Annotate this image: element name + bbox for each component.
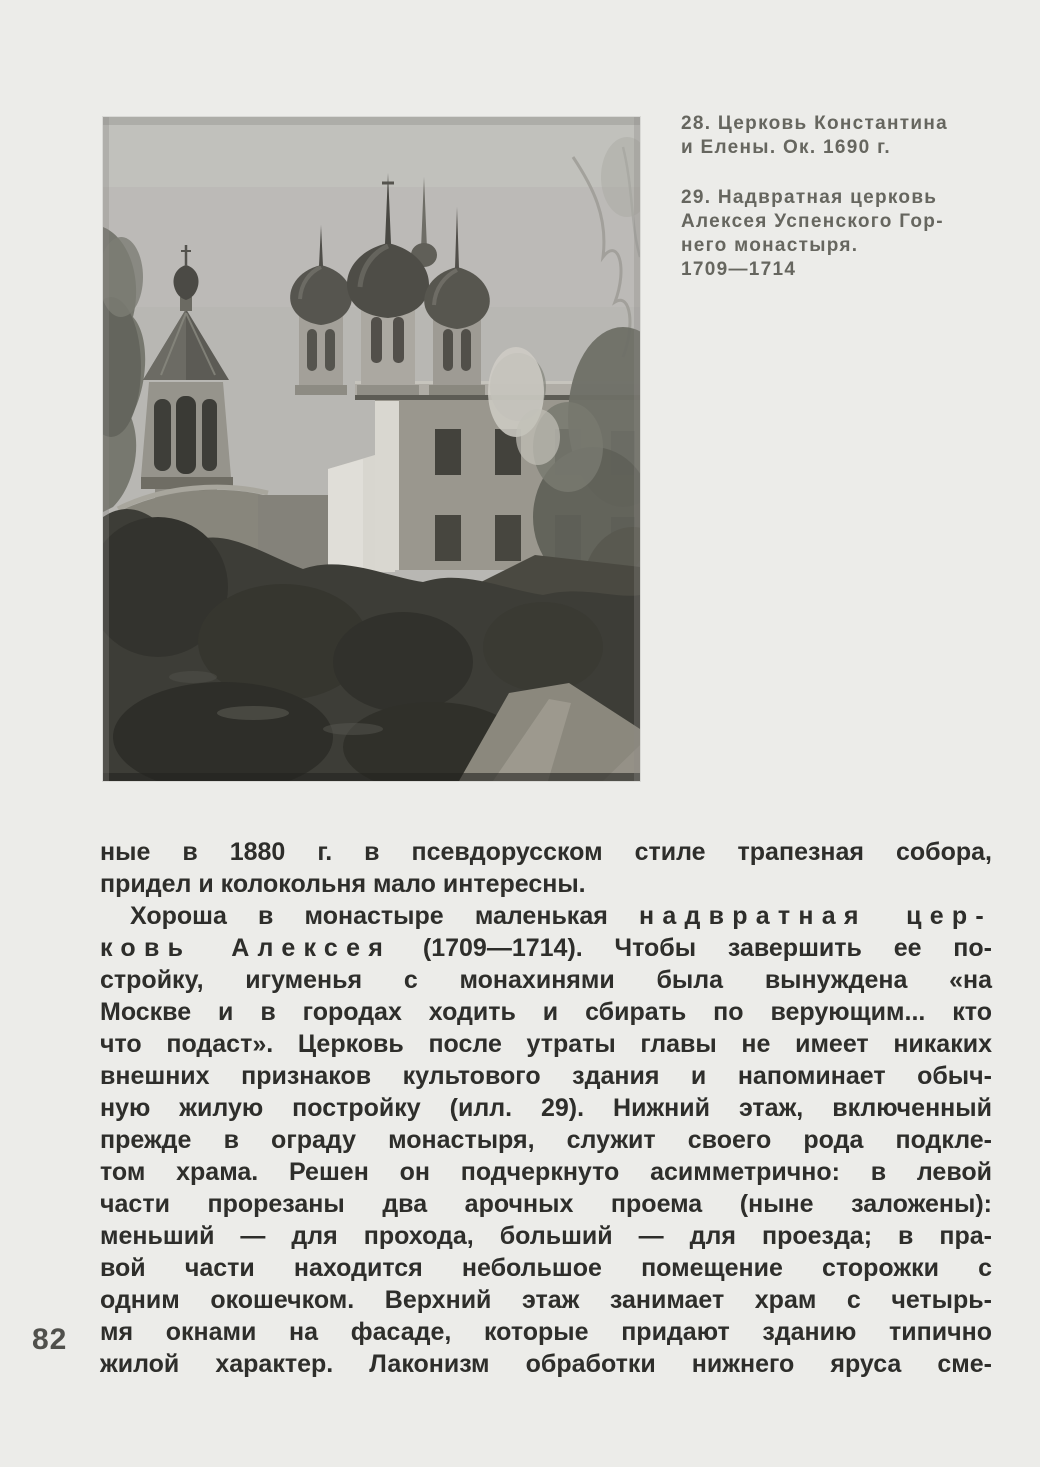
body-text-segment: вой части находится небольшое помещение сторожки с	[100, 1254, 992, 1282]
body-text-segment: Москве и в городах ходить и сбирать по верующим... кто	[100, 998, 992, 1026]
body-text-line	[100, 1252, 992, 1284]
body-text-segment: прежде в ограду монастыря, служит своего рода подкле-	[100, 1126, 992, 1154]
caption-column	[681, 112, 1013, 308]
body-text-segment: мя окнами на фасаде, которые придают зданию типично	[100, 1318, 992, 1346]
caption-line: 28. Церковь Константина	[681, 113, 949, 134]
body-text-segment: одним окошечком. Верхний этаж занимает храм с четырь-	[100, 1286, 992, 1314]
body-text-segment: ную жилую постройку (илл. 29). Нижний этаж, включенный	[100, 1094, 992, 1122]
caption-line: 1709—1714	[681, 259, 797, 280]
body-text-segment: (1709—1714). Чтобы завершить ее по-	[391, 934, 993, 962]
photo-caption-28	[681, 112, 1013, 160]
body-text-line	[100, 1092, 992, 1124]
body-text-line	[100, 1124, 992, 1156]
emphasized-letterspaced-text: надвратная цер-	[638, 902, 992, 930]
caption-line: и Елены. Ок. 1690 г.	[681, 137, 891, 158]
body-text-line	[100, 932, 992, 964]
body-text-line	[100, 1060, 992, 1092]
body-text-segment: части прорезаны два арочных проема (ныне заложены):	[100, 1190, 992, 1218]
body-text-line	[100, 1156, 992, 1188]
body-text-line	[100, 900, 992, 932]
body-text-segment: стройку, игуменья с монахинями была вынуждена «на	[100, 966, 992, 994]
church-photo-illustration	[103, 117, 640, 781]
body-text-line	[100, 1348, 992, 1380]
body-text-line	[100, 836, 992, 868]
caption-line: 29. Надвратная церковь	[681, 187, 938, 208]
body-text-segment: меньший — для прохода, больший — для проезда; в пра-	[100, 1222, 992, 1250]
body-text-line	[100, 1188, 992, 1220]
caption-line: него монастыря.	[681, 235, 859, 256]
page-number: 82	[32, 1323, 68, 1356]
body-text-segment: жилой характер. Лаконизм обработки нижнего яруса сме-	[100, 1350, 992, 1378]
body-text-segment: внешних признаков культового здания и напоминает обыч-	[100, 1062, 992, 1090]
body-text-segment: придел и колокольня мало интересны.	[100, 870, 586, 898]
body-text-line	[100, 964, 992, 996]
body-text-line	[100, 1284, 992, 1316]
body-text-segment: что подаст». Церковь после утраты главы не имеет никаких	[100, 1030, 992, 1058]
body-text-line	[100, 1316, 992, 1348]
caption-line: Алексея Успенского Гор-	[681, 211, 944, 232]
emphasized-letterspaced-text: ковь Алексея	[100, 934, 392, 962]
photo-caption-29	[681, 186, 1013, 282]
body-text-segment: том храма. Решен он подчеркнуто асимметрично: в левой	[100, 1158, 992, 1186]
body-text-line	[100, 1028, 992, 1060]
body-text	[100, 836, 992, 1380]
body-text-line	[100, 868, 992, 900]
body-text-segment: ные в 1880 г. в псевдорусском стиле трапезная собора,	[100, 838, 992, 866]
body-text-line	[100, 996, 992, 1028]
church-photograph	[103, 117, 640, 781]
body-text-segment: Хороша в монастыре маленькая	[130, 902, 639, 930]
body-text-line	[100, 1220, 992, 1252]
